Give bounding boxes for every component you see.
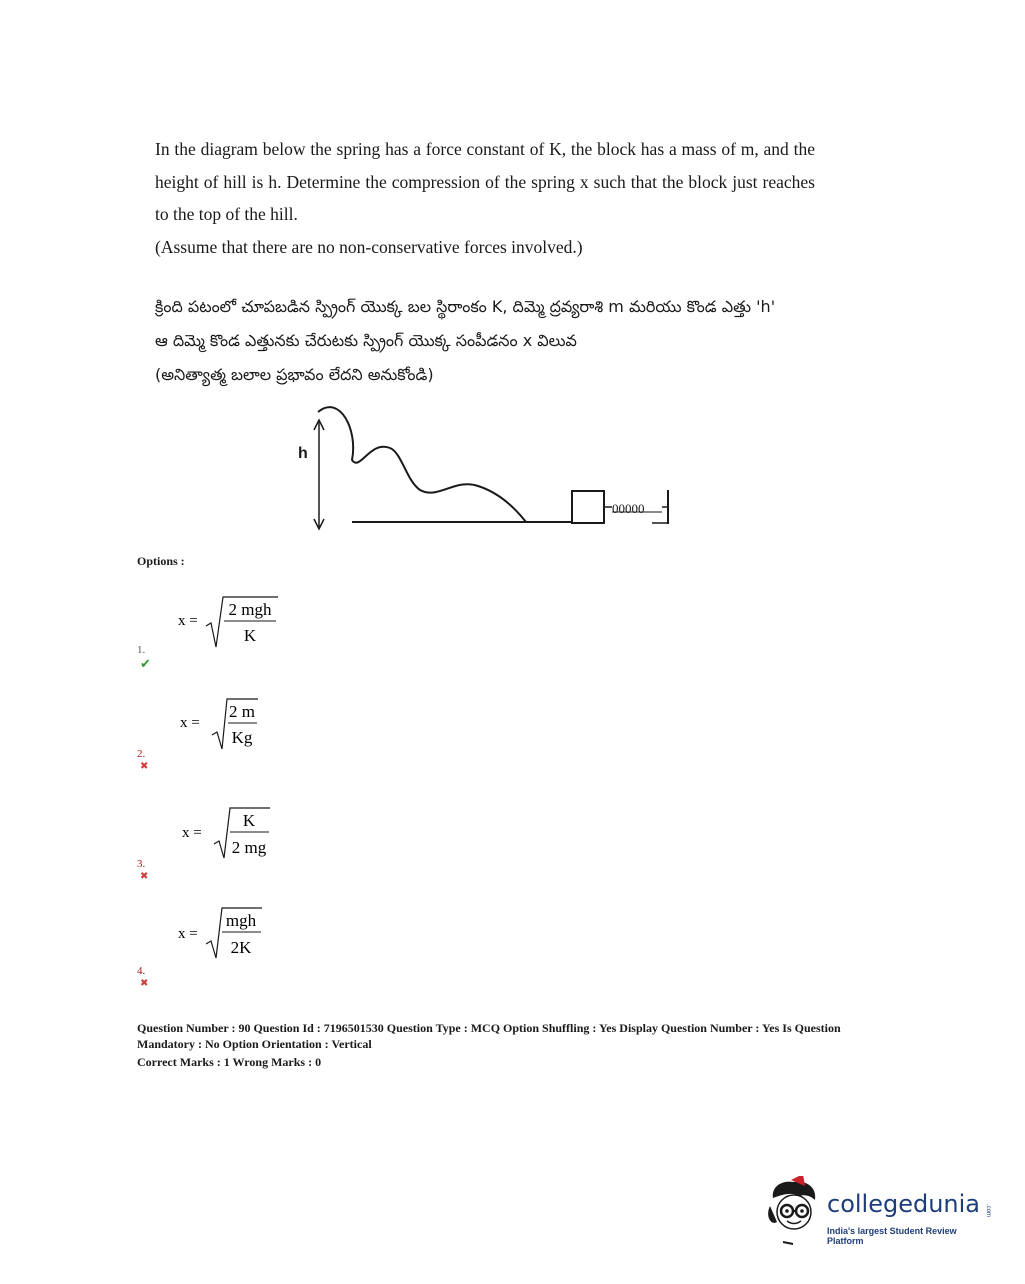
option-number xyxy=(137,748,148,772)
telugu-line-3: (అనిత్యాత్మ బలాల ప్రభావం లేదని అనుకోండి) xyxy=(155,365,434,384)
check-icon: ✔ xyxy=(140,656,151,671)
question-text: In the diagram below the spring has a force constant of K, the block has a mass of m, and the height of hill is h. Determine the compression of the spring x such that the block just reaches to the top of the hill. xyxy=(155,139,815,224)
numerator: K xyxy=(242,811,256,830)
formula-lhs: x = xyxy=(182,825,202,841)
hill-spring-figure xyxy=(290,400,680,535)
formula-lhs: x = xyxy=(180,715,200,731)
numerator: mgh xyxy=(225,911,257,930)
spring: 00000 xyxy=(612,501,645,516)
meta-line-2: Mandatory : No Option Orientation : Vertical xyxy=(137,1037,372,1051)
options-label: Options : xyxy=(137,554,185,568)
cross-icon: ✖ xyxy=(140,978,149,989)
formula xyxy=(178,595,288,656)
denominator: 2 mg xyxy=(231,838,267,857)
telugu-line-2: ఆ దిమ్మె కొండ ఎత్తునకు చేరుటకు స్ప్రింగ్ యొక్క సంపీడనం x విలువ xyxy=(155,331,577,350)
brand-name: collegedunia xyxy=(827,1190,981,1218)
cross-icon: ✖ xyxy=(140,761,149,772)
numerator: 2 m xyxy=(229,702,255,721)
option-number-text: 2. xyxy=(137,748,146,760)
option-number-text: 3. xyxy=(137,858,146,870)
denominator: 2K xyxy=(230,938,252,957)
question-english xyxy=(155,133,815,263)
option-number xyxy=(137,858,148,882)
denominator: Kg xyxy=(231,728,253,747)
option-number-text: 1. xyxy=(137,644,146,656)
telugu-line-1: క్రింది పటంలో చూపబడిన స్ప్రింగ్ యొక్క బల స్థిరాంకం K, దిమ్మె ద్రవ్యరాశి m మరియు కొండ ఎత్తు 'h' xyxy=(155,297,776,316)
collegedunia-logo[interactable] xyxy=(765,1176,995,1248)
numerator: 2 mgh xyxy=(228,600,272,619)
question-telugu xyxy=(155,290,825,392)
denominator: K xyxy=(243,626,257,645)
brand-tagline: India's largest Student Review Platform xyxy=(827,1226,957,1246)
cross-icon: ✖ xyxy=(140,871,149,882)
meta-line-3: Correct Marks : 1 Wrong Marks : 0 xyxy=(137,1055,322,1069)
height-label: h xyxy=(298,445,308,462)
formula-lhs: x = xyxy=(178,613,198,629)
meta-line-1: Question Number : 90 Question Id : 7196501530 Question Type : MCQ Option Shuffling : Yes Display Question Number : Yes Is Question xyxy=(137,1021,841,1035)
formula xyxy=(180,697,270,758)
formula xyxy=(178,906,268,967)
mascot-icon xyxy=(765,1176,825,1248)
brand-suffix: .com xyxy=(985,1204,991,1218)
option-number xyxy=(137,965,148,989)
option-number xyxy=(137,644,151,672)
question-metadata xyxy=(137,1020,907,1070)
formula-lhs: x = xyxy=(178,926,198,942)
block xyxy=(572,491,604,523)
formula xyxy=(182,806,282,867)
question-assumption: (Assume that there are no non-conservative forces involved.) xyxy=(155,236,583,257)
option-number-text: 4. xyxy=(137,965,146,977)
